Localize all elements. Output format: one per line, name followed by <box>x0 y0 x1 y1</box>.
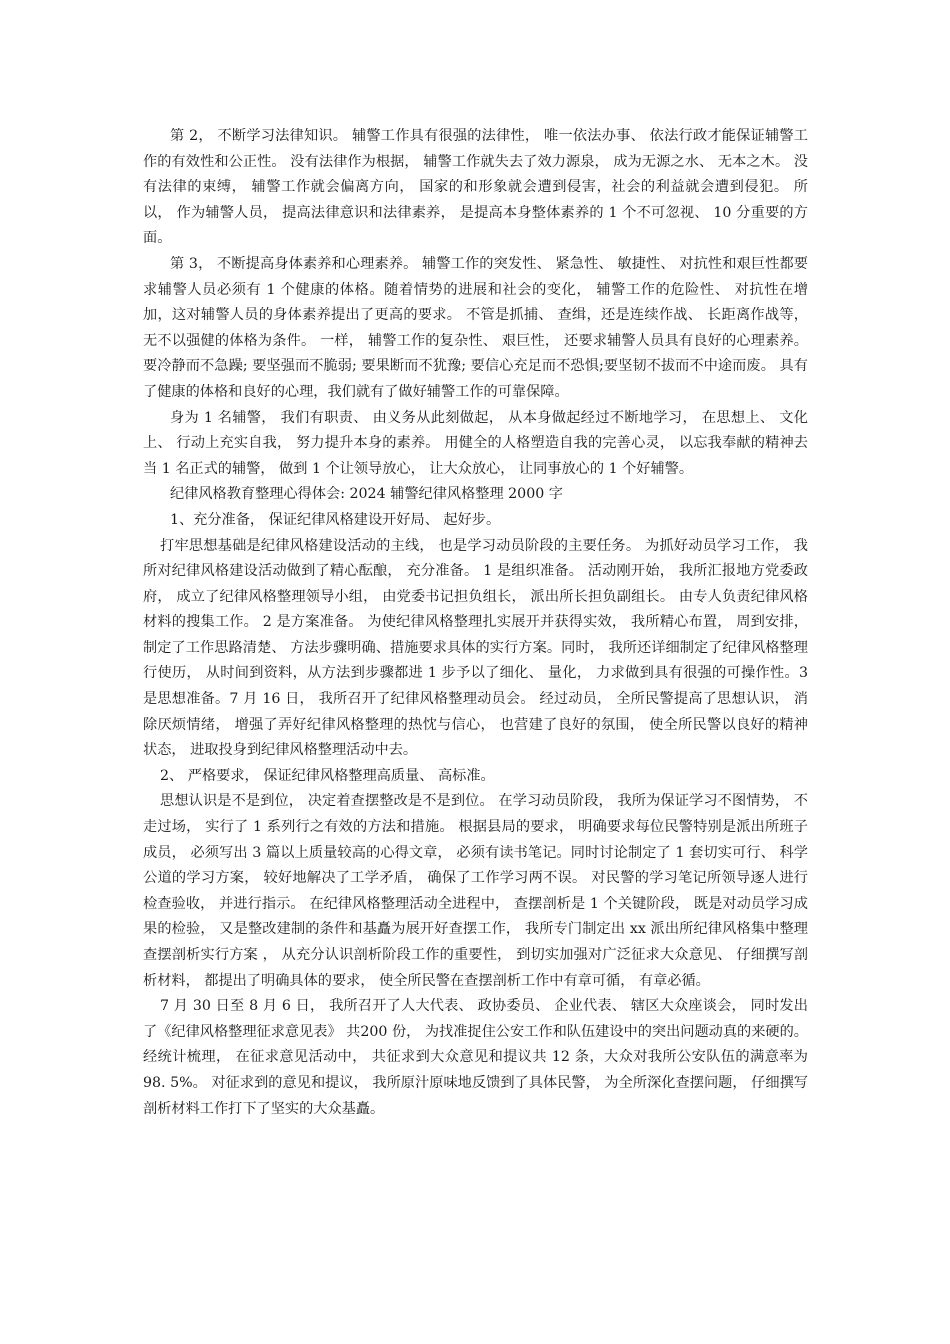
section-title: 纪律风格教育整理心得体会: 2024 辅警纪律风格整理 2000 字 <box>169 486 563 503</box>
section-heading-2: 2、 严格要求， 保证纪律风格整理高质量、 高标准。 <box>160 767 495 784</box>
paragraph-law-knowledge: 第 2， 不断学习法律知识。 辅警工作具有很强的法律性， 唯一依法办事、 依法行政才能保证辅警工作的有效性和公正性。 没有法律作为根据， 辅警工作就失去了效力源泉， 成为无源之水、 无本之木。 没有法律的束缚， 辅警工作就会偏离方向， 国家的和形象就会遭到侵害，社会的利益就会遭到侵犯。 所以， 作为辅警人员， 提高法律意识和法律素养， 是提高本身整体素养的 1 个不可忽视、 10 分重要的方面。 <box>143 128 808 247</box>
paragraph-requirements: 思想认识是不是到位， 决定着查摆整改是不是到位。 在学习动员阶段， 我所为保证学习不图情势， 不走过场， 实行了 1 系列行之有效的方法和措施。 根据县局的要求， 明确要求每位民警特别是派出所班子成员， 必须写出 3 篇以上质量较高的心得文章， 必须有读书笔记。同时讨论制定了 1 套切实可行、 科学公道的学习方案， 较好地解决了工学矛盾， 确保了工作学习两不误。 对民警的学习笔记所领导逐人进行检查验收， 并进行指示。 在纪律风格整理活动全进程中， 查摆剖析是 1 个关键阶段， 既是对动员学习成果的检验， 又是整改建制的条件和基矗为展开好查摆工作， 我所专门制定出 xx 派出所纪律风格集中整理查摆剖析实行方案 ， 从充分认识剖析阶段工作的重要性， 到切实加强对广泛征求大众意见、 仔细撰写剖析材料， 都提出了明确具体的要求， 使全所民警在查摆剖析工作中有章可循， 有章必循。 <box>143 793 808 989</box>
paragraph-physical-mental: 第 3， 不断提高身体素养和心理素养。 辅警工作的突发性、 紧急性、 敏捷性、 对抗性和艰巨性都要求辅警人员必须有 1 个健康的体格。随着情势的进展和社会的变化， 辅警工作的危险性、 对抗性在增加，这对辅警人员的身体素养提出了更高的要求。 不管是抓捕、 查缉，还是连续作战、 长距离作战等， 无不以强健的体格为条件。 一样， 辅警工作的复杂性、 艰巨性， 还要求辅警人员具有良好的心理素养。 要冷静而不急躁; 要坚强而不脆弱; 要果断而不犹豫; 要信心充足而不恐惧;要坚韧不拔而不中途而废。 具有了健康的体格和良好的心理，我们就有了做好辅警工作的可靠保障。 <box>143 255 808 400</box>
paragraph-as-auxiliary-police: 身为 1 名辅警， 我们有职责、 由义务从此刻做起， 从本身做起经过不断地学习， 在思想上、 文化上、 行动上充实自我， 努力提升本身的素养。 用健全的人格塑造自我的完善心灵， 以忘我奉献的精神去当 1 名正式的辅警， 做到 1 个让领导放心， 让大众放心， 让同事放心的 1 个好辅警。 <box>143 409 808 477</box>
paragraph-preparation: 打牢思想基础是纪律风格建设活动的主线， 也是学习动员阶段的主要任务。 为抓好动员学习工作， 我所对纪律风格建设活动做到了精心酝酿， 充分准备。 1 是组织准备。 活动刚开始， 我所汇报地方党委政府， 成立了纪律风格整理领导小组， 由党委书记担负组长， 派出所长担负副组长。 由专人负责纪律风格材料的搜集工作。 2 是方案准备。 为使纪律风格整理扎实展开并获得实效， 我所精心布置， 周到安排， 制定了工作思路清楚、 方法步骤明确、措施要求具体的实行方案。同时， 我所还详细制定了纪律风格整理行使历， 从时间到资料，从方法到步骤都进 1 步予以了细化、 量化， 力求做到具有很强的可操作性。3 是思想准备。7 月 16 日， 我所召开了纪律风格整理动员会。 经过动员， 全所民警提高了思想认识， 消除厌烦情绪， 增强了弄好纪律风格整理的热忱与信心， 也营建了良好的氛围， 使全所民警以良好的精神状态， 进取投身到纪律风格整理活动中去。 <box>143 537 808 759</box>
paragraph-symposium: 7 月 30 日至 8 月 6 日， 我所召开了人大代表、 政协委员、 企业代表、 辖区大众座谈会， 同时发出了《纪律风格整理征求意见表》 共200 份， 为找准捉住公安工作和队伍建设中的突出问题动真的来硬的。经统计梳理， 在征求意见活动中， 共征求到大众意见和提议共 12 条，大众对我所公安队伍的满意率为 98. 5%。 对征求到的意见和提议， 我所原汁原味地反馈到了具体民警， 为全所深化查摆问题， 仔细撰写剖析材料工作打下了坚实的大众基矗。 <box>143 998 808 1117</box>
section-heading-1: 1、充分准备， 保证纪律风格建设开好局、 起好步。 <box>169 511 501 528</box>
document-body <box>143 124 808 1122</box>
